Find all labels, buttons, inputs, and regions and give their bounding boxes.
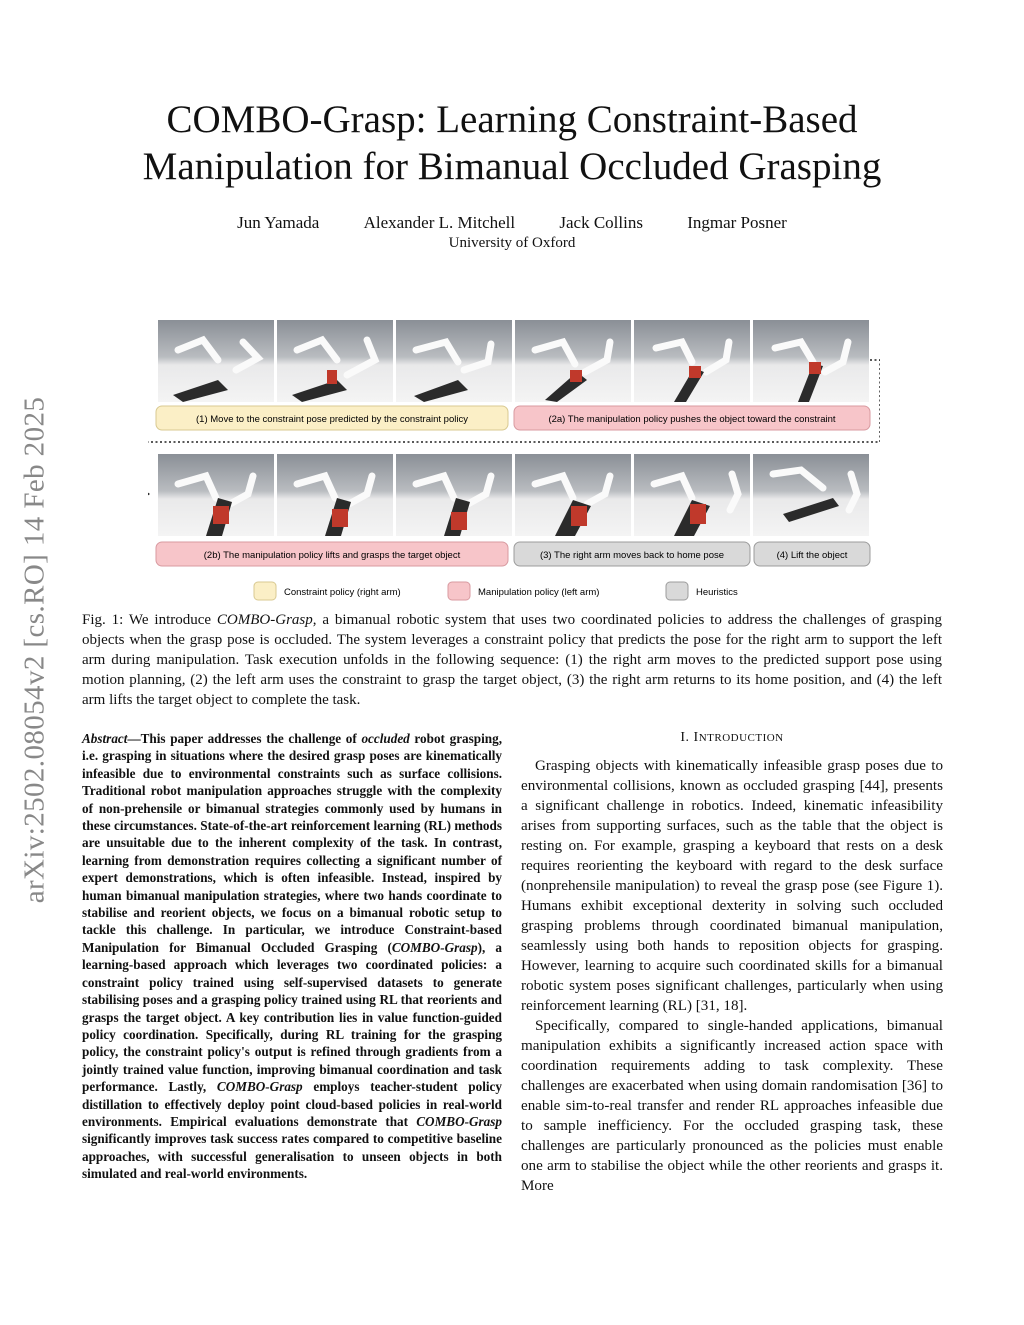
title-line-2: Manipulation for Bimanual Occluded Grasping — [142, 145, 882, 188]
legend-label-constraint: Constraint policy (right arm) — [284, 587, 401, 598]
section-rest: NTRODUCTION — [698, 732, 784, 744]
introduction-body — [521, 756, 943, 1196]
abstract-name-1: COMBO-Grasp — [391, 939, 478, 955]
label-text-2b: (2b) The manipulation policy lifts and grasps the target object — [203, 550, 461, 561]
photo-2-6 — [753, 454, 869, 536]
author-2: Alexander L. Mitchell — [363, 213, 516, 232]
photo-row-2 — [158, 454, 869, 536]
label-text-2a: (2a) The manipulation policy pushes the object toward the constraint — [548, 414, 836, 425]
photo-2-3 — [396, 454, 512, 536]
author-1: Jun Yamada — [237, 213, 320, 232]
photo-1-3 — [396, 320, 512, 402]
photo-2-4 — [515, 454, 631, 536]
label-text-4: (4) Lift the object — [776, 550, 848, 561]
flow-arrowhead — [148, 490, 150, 498]
figure-legend — [254, 582, 738, 600]
author-3: Jack Collins — [559, 213, 643, 232]
section-first-letter: I — [693, 730, 699, 745]
arxiv-id: arXiv:2502.08054v2 [cs.RO] 14 Feb 2025 — [18, 396, 51, 904]
photo-2-1 — [158, 454, 274, 536]
affiliation: University of Oxford — [448, 235, 576, 251]
abstract-text-5: significantly improves task success rates compared to competitive baseline approaches, with successful generalisation to unseen objects in both simulated and real-world environments. — [82, 1131, 502, 1182]
caption-system-name: COMBO-Grasp — [216, 612, 313, 628]
legend-label-manipulation: Manipulation policy (left arm) — [478, 587, 600, 598]
figure-caption — [82, 610, 942, 710]
photo-1-5 — [634, 320, 750, 402]
legend-swatch-heuristics — [666, 582, 688, 600]
intro-paragraph-1: Grasping objects with kinematically infeasible grasp poses due to environmental collisions, known as occluded grasping [44], presents a significant challenge in robotics. Indeed, kinematic infeasibility arises from supporting surfaces, such as the table that the object is resting on. For example, grasping a keyboard that rests on a desk requires reorienting the keyboard with regard to the desk surface (nonprehensile manipulation) to reveal the grasp pose (see Figure 1). Humans exhibit exceptional dexterity in solving such occluded grasping problems through coordinated bimanual manipulation, seamlessly using both hands to reposition objects for grasping. However, learning to acquire such coordinated skills for a bimanual robotic system poses significant challenges, particularly when using reinforcement learning (RL) [31, 18]. — [521, 758, 943, 1014]
abstract-name-2: COMBO-Grasp — [216, 1079, 303, 1095]
abstract — [82, 730, 502, 1183]
arxiv-stamp — [10, 350, 60, 950]
section-number: I. — [680, 730, 694, 745]
photo-row-1 — [158, 320, 869, 402]
abstract-text-1: —This paper addresses the challenge of — [127, 731, 362, 746]
abstract-text-2: robot grasping, i.e. grasping in situations where the desired grasp poses are kinematically infeasible due to environmental constraints such as surface collisions. Traditional robot manipulation approaches struggle with the complexity of non-prehensile or bimanual strategies commonly used by humans in these circumstances. State-of-the-art reinforcement learning (RL) methods are unsuitable due to the inherent complexity of the task. In contrast, learning from demonstration requires collecting a significant number of expert demonstrations, which is often infeasible. Instead, inspired by human bimanual manipulation strategies, where two hands coordinate to stabilise and reorient objects, we focus on a bimanual robotic setup to tackle this challenge. In particular, we introduce Constraint-based Manipulation for Bimanual Occluded Grasping ( — [82, 731, 502, 955]
photo-1-2 — [277, 320, 393, 402]
photo-1-4 — [515, 320, 631, 402]
caption-label: Fig. 1: We introduce — [82, 612, 217, 628]
figure-1 — [148, 318, 880, 603]
section-heading — [521, 730, 943, 746]
label-text-1: (1) Move to the constraint pose predicted by the constraint policy — [196, 414, 468, 425]
photo-2-5 — [634, 454, 750, 536]
abstract-name-3: COMBO-Grasp — [416, 1113, 502, 1129]
photo-2-2 — [277, 454, 393, 536]
paper-title — [80, 96, 944, 190]
legend-swatch-manipulation — [448, 582, 470, 600]
legend-label-heuristics: Heuristics — [696, 587, 738, 598]
label-text-3: (3) The right arm moves back to home pose — [539, 550, 725, 561]
author-4: Ingmar Posner — [687, 213, 787, 232]
photo-1-6 — [753, 320, 869, 402]
abstract-label: Abstract — [82, 731, 128, 746]
photo-1-1 — [158, 320, 274, 402]
legend-swatch-constraint — [254, 582, 276, 600]
title-line-1: COMBO-Grasp: Learning Constraint-Based — [166, 98, 858, 141]
caption-text: , a bimanual robotic system that uses two coordinated policies to address the challenges of grasping objects when the grasp pose is occluded. The system leverages a constraint policy that predicts the pose for the right arm to support the left arm during manipulation. Task execution unfolds in the following sequence: (1) the right arm moves to the predicted support pose using motion planning, (2) the left arm uses the constraint to grasp the target object, (3) the right arm returns to its home position, and (4) the left arm lifts the target object to complete the task. — [82, 612, 942, 708]
abstract-text-3: ), a learning-based approach which leverages two coordinated policies: a constraint policy trained using self-supervised datasets to generate stabilising poses and a grasping policy trained using RL that reorients and grasps the target object. A key contribution lies in value function-guided policy coordination. Specifically, during RL training for the grasping policy, the constraint policy's output is refined through gradients from a jointly trained value function, improving bimanual coordination and task performance. Lastly, — [82, 939, 502, 1095]
abstract-occluded: occluded — [361, 731, 410, 746]
intro-paragraph-2: Specifically, compared to single-handed applications, bimanual manipulation exhibits a significantly increased action space with coordination requirements adding to task complexity. These challenges are exacerbated when using domain randomisation [36] to enable sim-to-real transfer and render RL approaches infeasible due to sample inefficiency. For the occluded grasping task, these challenges are particularly pronounced as the policies must enable one arm to stabilise the object while the other reorients and grasps it. More — [521, 1018, 943, 1194]
author-list — [80, 213, 944, 233]
abstract-text-4: employs teacher-student policy distillation to effectively deploy point cloud-based policies in real-world environments. Empirical evaluations demonstrate that — [82, 1079, 502, 1129]
